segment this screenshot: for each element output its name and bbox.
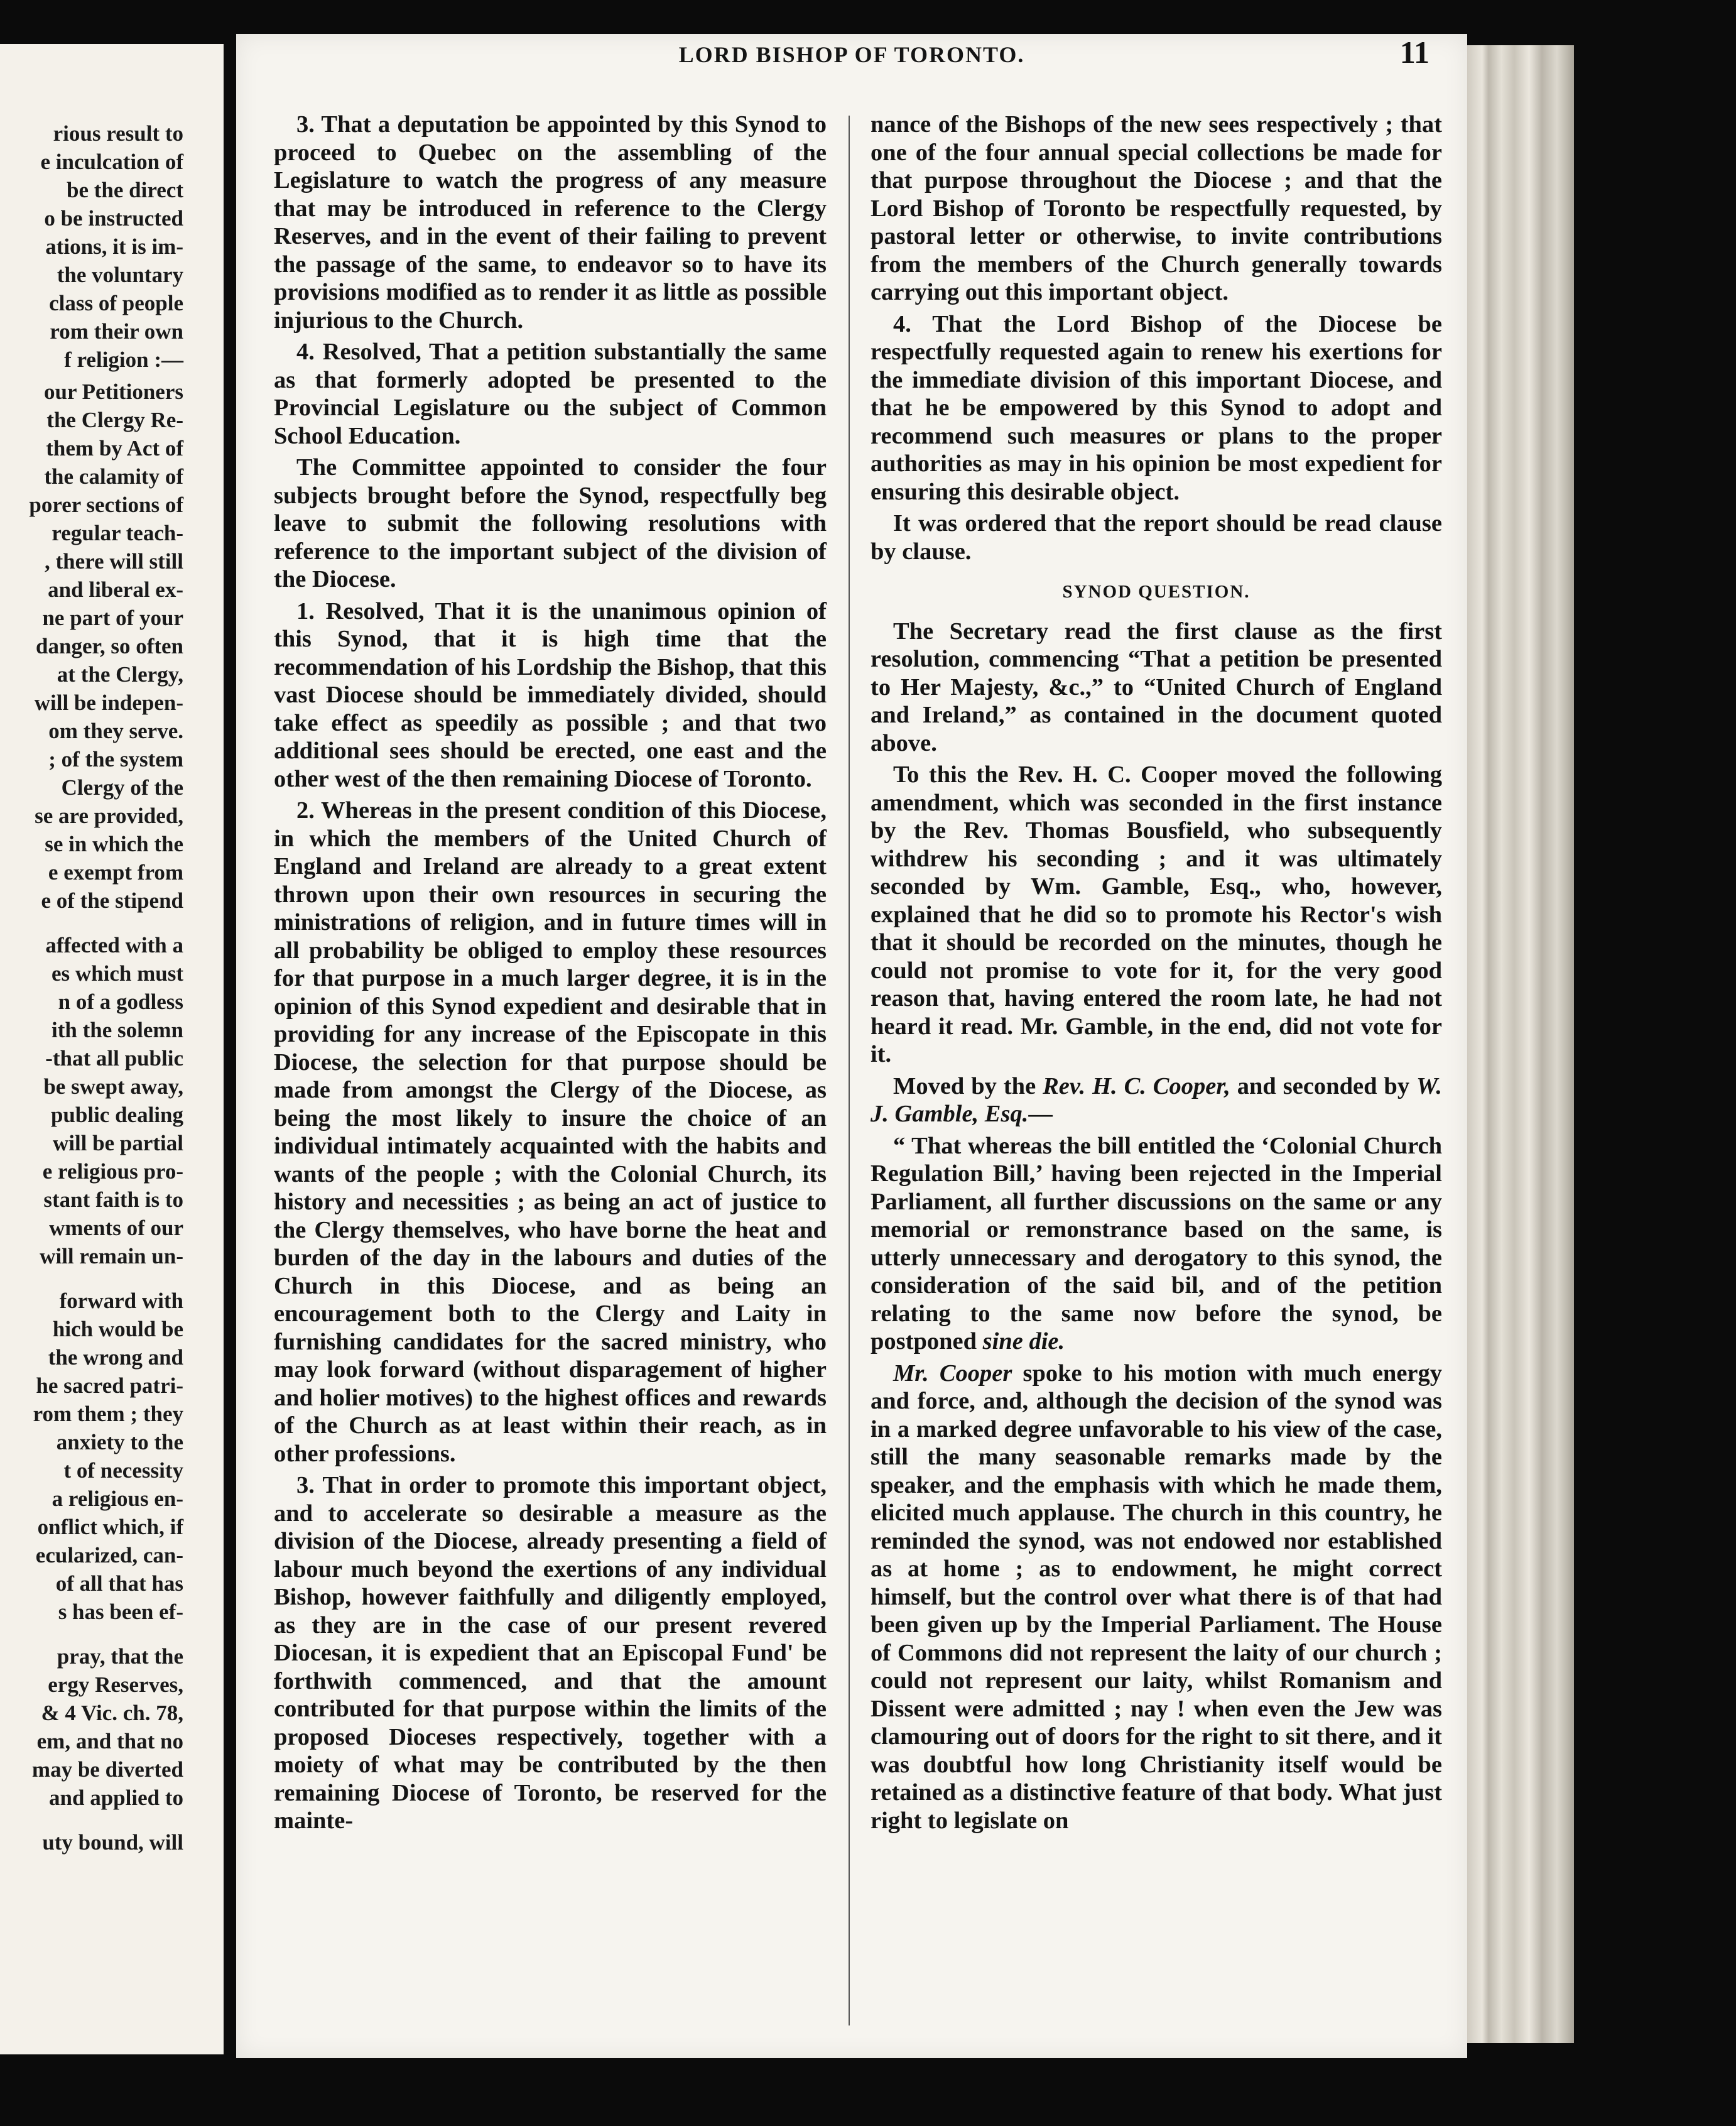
paragraph-committee: The Committee appointed to consider the four subjects brought before the Synod, respectfully beg leave to submit the following resolutions with reference to the important subject of the division of the Diocese.: [274, 454, 827, 592]
mover-name: Rev. H. C. Cooper,: [1043, 1072, 1230, 1099]
paragraph-deputation: 3. That a deputation be appointed by this Synod to proceed to Quebec on the assembling of the Legislature to watch the progress of any measure that may be introduced in reference to the Clergy Reserves, and in the event of their failing to prevent the passage of the same, to endeavor so to have its provisions modified as to render it as little as possible injurious to the Church.: [274, 111, 827, 334]
previous-page-line: pray, that the: [57, 1644, 183, 1669]
paragraph-amendment: To this the Rev. H. C. Cooper moved the following amendment, which was seconded in the first instance by the Rev. Thomas Bousfield, who subsequently withdrew his seconding ; and it was ultimately seconded by Wm. Gamble, Esq., who, however, explained that he did so to promote his Rector's wish that it should be recorded on the minutes, though he could not promise to vote for it, for the very good reason that, having entered the room late, he had not heard it read. Mr. Gamble, in the end, did not vote for it.: [871, 761, 1442, 1067]
previous-page-line: porer sections of: [29, 493, 183, 517]
previous-page-line: hich would be: [52, 1317, 183, 1341]
previous-page-line: & 4 Vic. ch. 78,: [41, 1701, 183, 1725]
column-divider: [849, 116, 850, 2025]
previous-page-line: se in which the: [45, 832, 183, 856]
previous-page-line: will be indepen-: [34, 690, 183, 715]
previous-page-line: f religion :—: [64, 347, 183, 372]
previous-page-line: them by Act of: [46, 436, 183, 461]
previous-page-line: ergy Reserves,: [48, 1672, 183, 1697]
previous-page-line: the voluntary: [57, 263, 183, 287]
previous-page-line: a religious en-: [52, 1486, 183, 1511]
book-page-edges: [1467, 45, 1574, 2043]
paragraph-whereas-bill: [871, 1132, 1442, 1356]
moved-text-b: and seconded by: [1230, 1072, 1416, 1099]
previous-page-line: ations, it is im-: [45, 234, 183, 259]
previous-page-line: o be instructed: [44, 206, 183, 231]
paragraph-secretary: The Secretary read the first clause as the first resolution, commencing “That a petition be presented to Her Majesty, &c.,” to “United Church of England and Ireland,” as contained in the document quoted above.: [871, 618, 1442, 756]
previous-page-line: and liberal ex-: [48, 577, 183, 602]
previous-page-line: regular teach-: [52, 521, 183, 545]
paragraph-episcopal-fund: 3. That in order to promote this important object, and to accelerate so desirable a measure as the division of the Diocese, already presenting a field of labour much beyond the exertions of any individual Bishop, however faithfully and diligently employed, as they are in the case of our present revered Diocesan, it is expedient that an Episcopal Fund' be forthwith commenced, and that the amount contributed for that purpose within the limits of the proposed Dioceses respectively, together with a moiety of what may be contributed by the then remaining Diocese of Toronto, be reserved for the mainte-: [274, 1472, 827, 1834]
previous-page-line: the wrong and: [48, 1345, 183, 1370]
previous-page-line: will be partial: [52, 1131, 183, 1155]
speaker-name: Mr. Cooper: [893, 1360, 1012, 1387]
previous-page-line: , there will still: [45, 549, 183, 574]
previous-page-line: at the Clergy,: [57, 662, 183, 687]
previous-page-line: n of a godless: [58, 989, 183, 1014]
previous-page-line: em, and that no: [36, 1729, 183, 1753]
previous-page-line: ith the solemn: [52, 1018, 183, 1042]
previous-page-line: e exempt from: [48, 860, 183, 885]
previous-page-line: e religious pro-: [42, 1159, 183, 1184]
previous-page-line: rious result to: [53, 121, 183, 146]
previous-page-line: stant faith is to: [43, 1187, 183, 1212]
previous-page-line: wments of our: [49, 1216, 183, 1240]
previous-page-line: anxiety to the: [56, 1430, 183, 1454]
previous-page-line: ecularized, can-: [35, 1543, 183, 1567]
moved-text-c: —: [1028, 1101, 1053, 1127]
paragraph-maintenance: nance of the Bishops of the new sees respectively ; that one of the four annual special collections be made for that purpose throughout the Diocese ; and that the Lord Bishop of Toronto be respectfully requested, by pastoral letter or otherwise, to invite contributions from the members of the Church generally towards carrying out this important object.: [871, 111, 1442, 305]
previous-page-line: -that all public: [45, 1046, 183, 1071]
seconder-name: W. J. Gamble, Esq.: [871, 1072, 1443, 1127]
previous-page-line: class of people: [49, 291, 183, 315]
whereas-bill-text: “ That whereas the bill entitled the ‘Colonial Church Regulation Bill,’ having been rejected in the Imperial Parliament, all further discussions on the same or any memorial or remonstrance based on the same, is utterly unnecessary and derogatory to this synod, the consideration of the said bil, and of the petition relating to the same now before the synod, be postponed: [871, 1132, 1442, 1355]
previous-page-line: the calamity of: [44, 464, 183, 489]
left-column: [274, 111, 827, 1839]
previous-page-edge: [0, 44, 224, 2054]
paragraph-moved: [871, 1072, 1442, 1128]
previous-page-line: t of necessity: [63, 1458, 183, 1483]
previous-page-line: and applied to: [49, 1785, 183, 1810]
previous-page-line: ; of the system: [48, 747, 183, 771]
previous-page-line: ne part of your: [42, 606, 183, 630]
section-heading: SYNOD QUESTION.: [1062, 582, 1250, 602]
previous-page-line: rom their own: [50, 319, 183, 344]
previous-page-line: our Petitioners: [44, 379, 183, 404]
previous-page-line: be swept away,: [43, 1074, 183, 1099]
previous-page-line: may be diverted: [31, 1757, 183, 1782]
previous-page-line: e inculcation of: [40, 150, 183, 174]
previous-page-line: onflict which, if: [37, 1515, 183, 1539]
previous-page-line: Clergy of the: [61, 775, 183, 800]
paragraph-ordered: It was ordered that the report should be read clause by clause.: [871, 510, 1442, 565]
previous-page-line: e of the stipend: [41, 888, 183, 913]
sine-die: sine die.: [982, 1328, 1065, 1355]
paragraph-resolved-petition: 4. Resolved, That a petition substantially the same as that formerly adopted be presented to the Provincial Legislature ou the subject of Common School Education.: [274, 339, 827, 449]
previous-page-line: public dealing: [50, 1103, 183, 1127]
paragraph-lord-bishop: 4. That the Lord Bishop of the Diocese be respectfully requested again to renew his exertions for the immediate division of this important Diocese, and that he be empowered by this Synod to adopt and recommend such measures or plans to the proper authorities as may in his opinion be most expedient for ensuring this desirable object.: [871, 310, 1442, 505]
previous-page-line: uty bound, will: [42, 1830, 183, 1855]
previous-page-line: the Clergy Re-: [46, 408, 183, 432]
moved-text-a: Moved by the: [893, 1072, 1043, 1099]
previous-page-line: se are provided,: [35, 804, 183, 828]
previous-page-line: he sacred patri-: [36, 1373, 183, 1398]
previous-page-line: be the direct: [67, 178, 183, 202]
previous-page-line: forward with: [59, 1289, 183, 1313]
previous-page-line: of all that has: [55, 1571, 183, 1596]
previous-page-line: om they serve.: [48, 719, 183, 743]
previous-page-line: s has been ef-: [58, 1600, 183, 1624]
running-header: LORD BISHOP OF TORONTO.: [678, 42, 1025, 67]
previous-page-line: danger, so often: [36, 634, 183, 658]
book-page: [236, 34, 1467, 2058]
previous-page-line: affected with a: [45, 933, 183, 957]
page-number: 11: [1399, 35, 1429, 70]
previous-page-line: es which must: [51, 961, 183, 986]
paragraph-whereas: 2. Whereas in the present condition of this Diocese, in which the members of the United Church of England and Ireland are already to a great extent thrown upon their own resources in securing the ministrations of religion, and in future times will in all probability be obliged to employ these resources for that purpose in a much larger degree, it is in the opinion of this Synod expedient and desirable that in providing for any increase of the Episcopate in this Diocese, the selection for that purpose should be made from amongst the Clergy of the Diocese, as being the most likely to insure the choice of an individual intimately acquainted with the habits and wants of the people ; with the Colonial Church, its history and necessities ; as being an act of justice to the Clergy themselves, who have borne the heat and burden of the day in the labours and duties of the Church in this Diocese, and as being an encouragement both to the Clergy and Laity in furnishing candidates for the sacred ministry, who may look forward (without disparagement of higher and holier motives) to the highest offices and rewards of the Church as at least within their reach, as in other professions.: [274, 797, 827, 1467]
previous-page-line: will remain un-: [40, 1244, 183, 1268]
paragraph-resolved-division: 1. Resolved, That it is the unanimous opinion of this Synod, that it is high time that the recommendation of his Lordship the Bishop, that this vast Diocese should be immediately divided, should take effect as speedily as possible ; and that two additional sees should be erected, one east and the other west of the then remaining Diocese of Toronto.: [274, 597, 827, 792]
right-column: [871, 111, 1442, 1838]
cooper-spoke-text: spoke to his motion with much energy and force, and, although the decision of the synod was in a marked degree unfavorable to his view of the case, still the many seasonable remarks made by the speaker, and the emphasis with which he made them, elicited much applause. The church in this country, he reminded the synod, was not endowed nor established as at home ; as to endowment, he might correct himself, but the control over what there is of that had been given up by the Imperial Parliament. The House of Commons did not represent the laity of our church ; could not represent our laity, whilst Romanism and Dissent were admitted ; nay ! when even the Jew was clamouring out of doors for the right to sit there, and it was doubtful how long Christianity itself would be retained as a distinctive feature of that body. What just right to legislate on: [871, 1360, 1443, 1834]
previous-page-line: rom them ; they: [33, 1402, 183, 1426]
paragraph-cooper-spoke: [871, 1360, 1442, 1835]
